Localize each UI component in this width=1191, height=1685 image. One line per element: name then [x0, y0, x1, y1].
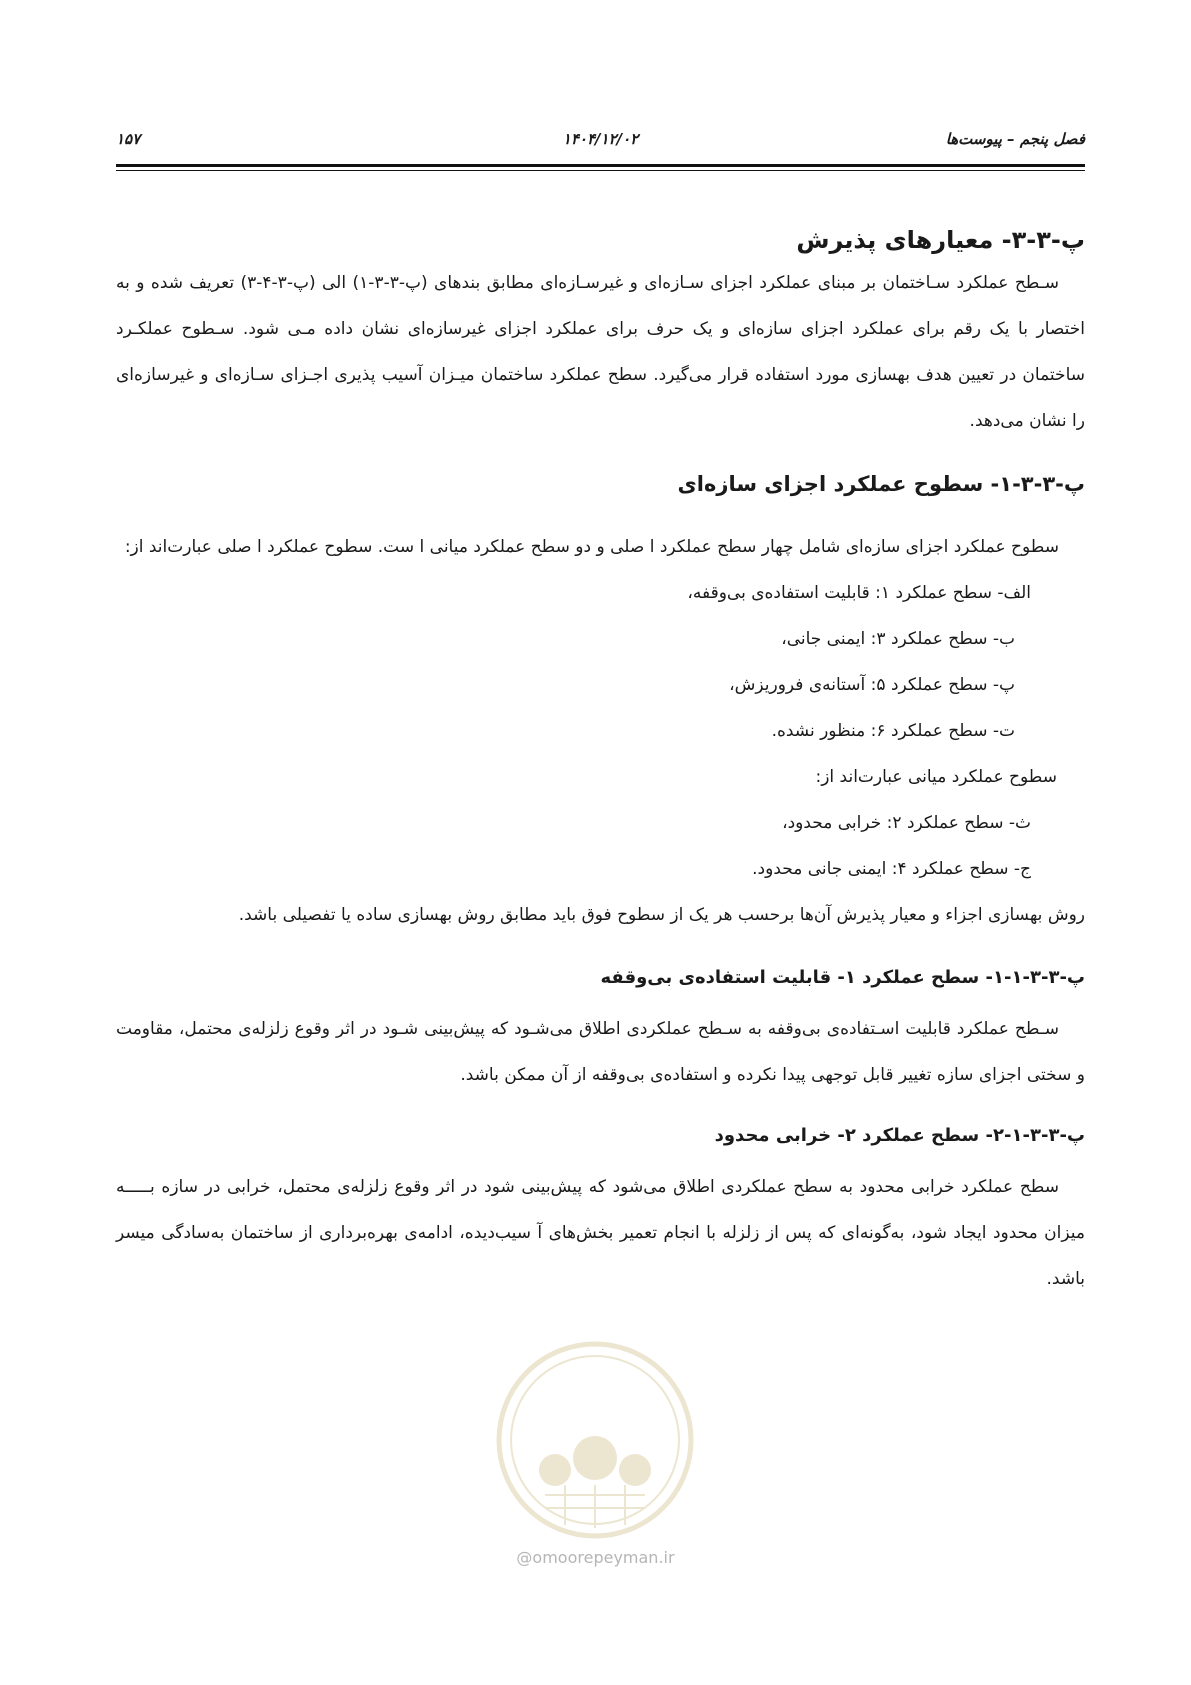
clause-2-text: سطح عملکرد خرابی محدود به سطح عملکردی اطلاق می‌شود که پیش‌بینی شود در اثر وقوع زلزله‌ی محتمل، خرابی در سازه بـــــه میزان محدود ایجاد شود، به‌گونه‌ای که پس از زلزله با انجام تعمیر بخش‌های آ سیب‌دیده، ادامه‌ی بهره‌برداری از ساختمان به‌سادگی میسر باشد.	[116, 1177, 1085, 1289]
list-item: ب- سطح عملکرد ۳: ایمنی جانی،	[781, 629, 1015, 649]
subsection-intro: سطوح عملکرد اجزای سازه‌ای شامل چهار سطح عملکرد ا صلی و دو سطح عملکرد میانی ا ست. سطوح عملکرد ا صلی عبارت‌اند از:	[124, 537, 1059, 557]
clause-1-text: سـطح عملکرد قابلیت اسـتفاده‌ی بی‌وقفه به سـطح عملکردی اطلاق می‌شـود که پیش‌بینی شـود در اثر وقوع زلزله‌ی محتمل، مقاومت و سختی اجزای سازه تغییر قابل توجهی پیدا نکرده و استفاده‌ی بی‌وقفه از آن ممکن باشد.	[116, 1019, 1085, 1085]
list-item: ت- سطح عملکرد ۶: منظور نشده.	[771, 721, 1015, 741]
intermediate-levels-list	[116, 800, 1085, 892]
clause-1-title: پ-۳-۳-۱-۱- سطح عملکرد ۱- قابلیت استفاده‌ی بی‌وقفه	[600, 967, 1085, 988]
list-item: ث- سطح عملکرد ۲: خرابی محدود،	[782, 813, 1031, 833]
list-item: الف- سطح عملکرد ۱: قابلیت استفاده‌ی بی‌وقفه،	[687, 583, 1031, 603]
header-rule-thin	[116, 170, 1085, 171]
page-header	[116, 130, 1085, 158]
watermark-logo-icon	[485, 1330, 705, 1550]
chapter-title: فصل پنجم – پیوست‌ها	[945, 130, 1085, 148]
page-number: ۱۵۷	[116, 130, 141, 148]
list-item: ج- سطح عملکرد ۴: ایمنی جانی محدود.	[752, 859, 1031, 879]
subsection-closing: روش بهسازی اجزاء و معیار پذیرش آن‌ها برحسب هر یک از سطوح فوق باید مطابق روش بهسازی ساده یا تفصیلی باشد.	[238, 905, 1085, 925]
header-rule-thick	[116, 164, 1085, 167]
page-body	[116, 222, 1085, 1302]
list-item: پ- سطح عملکرد ۵: آستانه‌ی فروریزش،	[729, 675, 1015, 695]
watermark-site: @omoorepeyman.ir	[516, 1548, 675, 1567]
intermediate-intro: سطوح عملکرد میانی عبارت‌اند از:	[815, 767, 1057, 787]
header-date: ۱۴۰۴/۱۲/۰۲	[562, 130, 639, 148]
section-intro: سـطح عملکرد سـاختمان بر مبنای عملکرد اجزای سـازه‌ای و غیرسـازه‌ای مطابق بندهای (پ-۳-۳-۱) الی (پ-۳-۴-۳) تعریف شده و به اختصار با یک رقم برای عملکرد اجزای سازه‌ای و یک حرف برای عملکرد اجزای غیرسازه‌ای نشان داده مـی شود. سـطوح عملکـرد ساختمان در تعیین هدف بهسازی مورد استفاده قرار می‌گیرد. سطح عملکرد ساختمان میـزان آسیب پذیری اجـزای سـازه‌ای و غیرسازه‌ای را نشان می‌دهد.	[116, 273, 1085, 431]
section-title: پ-۳-۳- معیارهای پذیرش	[796, 226, 1085, 254]
clause-2-title: پ-۳-۳-۱-۲- سطح عملکرد ۲- خرابی محدود	[714, 1125, 1085, 1146]
subsection-title: پ-۳-۳-۱- سطوح عملکرد اجزای سازه‌ای	[677, 472, 1085, 496]
main-levels-list	[116, 570, 1085, 754]
